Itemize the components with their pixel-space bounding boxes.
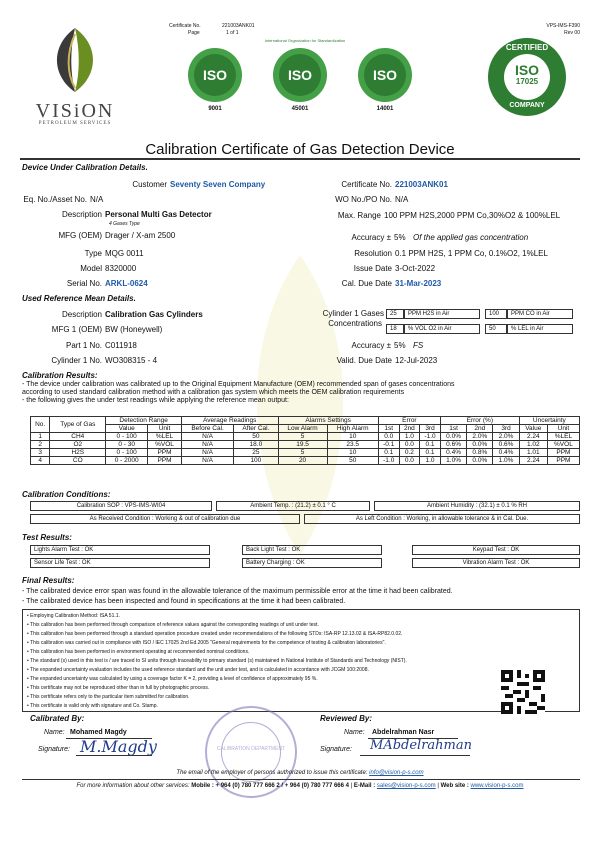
tests-heading: Test Results: — [22, 533, 72, 542]
footer-services-text: For more information about other services: — [76, 783, 190, 789]
table-cell: 50 — [234, 433, 278, 441]
calibrated-by-heading: Calibrated By: — [30, 714, 85, 723]
ref-accuracy-label: Accuracy ± — [351, 341, 391, 350]
table-cell: 0.1 — [420, 449, 441, 457]
cal-name-value: Mohamed Magdy — [70, 729, 127, 736]
th-range: Detection Range — [106, 417, 182, 425]
table-cell: 0.6% — [493, 441, 519, 449]
conc-2-value: 100 — [485, 309, 507, 319]
rev-signature-label: Signature: — [320, 746, 352, 753]
table-cell: N/A — [181, 433, 233, 441]
table-cell: 0 - 2000 — [106, 457, 148, 465]
table-cell: PPM — [547, 449, 579, 457]
due-date-label: Cal. Due Date — [341, 279, 392, 288]
table-cell: 0.4% — [440, 449, 466, 457]
logo-subtitle: PETROLEUM SERVICES — [38, 121, 112, 126]
th-alarm: Alarms Settings — [278, 417, 378, 425]
table-cell: 100 — [234, 457, 278, 465]
note-item: • This calibration has been performed through a standard operation procedure created under recommendations of the following STDs: ISA-RP 12.13.02 & ISA-RP82.0.02. — [27, 631, 403, 637]
ref-desc-value: Calibration Gas Cylinders — [105, 310, 203, 319]
note-item: • The expanded uncertainty was calculated by using a coverage factor K = 2, providing a level of confidence of approximately 95 %. — [27, 676, 318, 682]
table-cell: 0.1 — [420, 441, 441, 449]
final-line-1: - The calibrated device error span was found in the allowable tolerance of the maximum permissible error at the time it had been calibrated. — [22, 588, 453, 595]
cal-signature: M.Magdy — [80, 737, 157, 756]
results-table — [30, 416, 580, 465]
note-item: • The expanded uncertainty evaluation includes the used reference standard and the unit under test, and is calculated in accordance with JCGM 100:2008. — [27, 667, 369, 673]
duc-accuracy-value: 5% — [394, 233, 406, 242]
model-label: Model — [80, 264, 102, 273]
customer-value: Seventy Seven Company — [170, 180, 266, 189]
desc-label: Description — [61, 210, 102, 219]
results-text-2: according to used standard calibration method with a calibration gas system which meets the OEM calibration requirements — [22, 389, 405, 396]
iso-14001-badge: ISO — [358, 48, 412, 102]
th-unc-value: Value — [519, 425, 547, 433]
table-row — [31, 457, 580, 465]
th-high: High Alarm — [327, 425, 378, 433]
th-no: No. — [31, 417, 50, 433]
th-1st-pct: 1st — [440, 425, 466, 433]
th-before: Before Cal. — [181, 425, 233, 433]
table-cell: CO — [50, 457, 106, 465]
type-label: Type — [84, 249, 102, 258]
th-2nd: 2nd — [399, 425, 419, 433]
table-row — [31, 433, 580, 441]
th-after: After Cal. — [234, 425, 278, 433]
cond-received: As Received Condition : Working & out of calibration due — [30, 514, 300, 524]
table-cell: %LEL — [148, 433, 182, 441]
table-cell: N/A — [181, 457, 233, 465]
table-cell: CH4 — [50, 433, 106, 441]
conc-label-2: Concentrations — [328, 319, 382, 328]
table-cell: 1 — [31, 433, 50, 441]
table-cell: %VOL — [547, 441, 579, 449]
table-cell: 1.0% — [493, 457, 519, 465]
results-text-3: - the following gives the under test readings while applying the reference mean output: — [22, 397, 289, 404]
footer-website-link[interactable]: www.vision-p-s.com — [470, 783, 524, 789]
certified-top-text: CERTIFIED — [505, 43, 549, 52]
logo — [20, 24, 130, 126]
th-type: Type of Gas — [50, 417, 106, 433]
footer-web-label: Web site : — [440, 783, 469, 789]
table-cell: 0 - 30 — [106, 441, 148, 449]
conc-2-text: PPM CO in Air — [507, 309, 573, 319]
th-3rd: 3rd — [420, 425, 441, 433]
table-cell: 1.0 — [399, 433, 419, 441]
table-cell: 0.0 — [378, 433, 399, 441]
certified-17025-badge — [488, 38, 566, 116]
due-date-value: 31-Mar-2023 — [395, 279, 442, 288]
conc-4-value: 50 — [485, 324, 507, 334]
conc-1-text: PPM H2S in Air — [404, 309, 480, 319]
notes-list — [27, 612, 575, 711]
table-cell: 10 — [327, 433, 378, 441]
table-cell: 0.0 — [399, 441, 419, 449]
table-cell: 0.0 — [399, 457, 419, 465]
table-cell: 1.02 — [519, 441, 547, 449]
th-2nd-pct: 2nd — [467, 425, 493, 433]
cond-sop: Calibration SOP : VPS-IMS-WI04 — [30, 501, 212, 511]
table-cell: N/A — [181, 441, 233, 449]
th-1st: 1st — [378, 425, 399, 433]
cal-name-label: Name: — [44, 729, 65, 736]
table-cell: -1.0 — [378, 457, 399, 465]
table-cell: 18.0 — [234, 441, 278, 449]
cond-temp: Ambient Temp. : (21.2) ± 0.1 ° C — [216, 501, 370, 511]
note-item: • This calibration was carried out in compliance with ISO / IEC 17025 2nd Ed.2005 "General requirements for the competence of testing & calibration laboratories". — [27, 640, 386, 646]
logo-name: VISiON — [35, 100, 115, 122]
certified-num-text: 17025 — [515, 77, 539, 86]
table-cell: O2 — [50, 441, 106, 449]
table-cell: 3 — [31, 449, 50, 457]
table-cell: 2.24 — [519, 433, 547, 441]
table-cell: 4 — [31, 457, 50, 465]
ref-cyl-value: WO308315 - 4 — [105, 356, 158, 365]
table-cell: 0.2 — [399, 449, 419, 457]
issue-date-value: 3-Oct-2022 — [395, 264, 436, 273]
qr-code-icon — [501, 670, 545, 714]
ref-mfg-value: BW (Honeywell) — [105, 325, 163, 334]
table-cell: H2S — [50, 449, 106, 457]
header-cert-label: Certificate No. — [169, 23, 201, 29]
table-cell: 25 — [234, 449, 278, 457]
iso-9001-badge: ISO — [188, 48, 242, 102]
certified-bottom-text: COMPANY — [509, 102, 545, 109]
final-line-2: - The calibrated device has been inspected and found in specifications at the time it had been calibrated. — [22, 598, 346, 605]
mfg-value: Drager / X-am 2500 — [105, 231, 176, 240]
note-item: • Employing Calibration Method: ISA 51.1. — [27, 613, 120, 619]
range-value: 100 PPM H2S,2000 PPM Co,30%O2 & 100%LEL — [384, 211, 561, 220]
table-cell: 0.4% — [493, 449, 519, 457]
table-cell: PPM — [148, 457, 182, 465]
reviewed-by-heading: Reviewed By: — [320, 714, 373, 723]
certno-value: 221003ANK01 — [395, 180, 448, 189]
header-cert-value: 221003ANK01 — [222, 23, 255, 29]
table-cell: 5 — [278, 433, 327, 441]
th-unc-unit: Unit — [547, 425, 579, 433]
th-error-pct: Error (%) — [440, 417, 519, 425]
ref-desc-label: Description — [61, 310, 102, 319]
duc-accuracy-label: Accuracy ± — [351, 233, 391, 242]
footer-mobile: Mobile : + 964 (0) 780 777 666 2 / + 964 (0) 780 777 666 4 — [191, 783, 349, 789]
ref-part-value: C011918 — [105, 341, 137, 350]
table-cell: 2.0% — [493, 433, 519, 441]
cond-left: As Left Condition : Working, in allowable tolerance & in Cal. Due. — [304, 514, 580, 524]
table-cell: 0.0% — [467, 457, 493, 465]
desc-subtext: 4 Gases Type — [109, 221, 140, 227]
table-cell: 2 — [31, 441, 50, 449]
test-backlight: Back Light Test : OK — [242, 545, 382, 555]
table-cell: PPM — [148, 449, 182, 457]
duc-heading: Device Under Calibration Details. — [22, 163, 148, 172]
note-item: • This calibration has been performed in environment operating at recommended nominal conditions. — [27, 649, 250, 655]
footer-line-1 — [0, 770, 600, 777]
conc-4-text: % LEL in Air — [507, 324, 573, 334]
th-error: Error — [378, 417, 440, 425]
table-cell: 1.0% — [440, 457, 466, 465]
stamp-text: CALIBRATION DEPARTMENT — [216, 746, 286, 752]
note-item: • This calibration has been performed through comparison of reference values against the corresponding readings of unit under test. — [27, 622, 319, 628]
type-value: MQG 0011 — [105, 249, 144, 258]
footer-authorized-text: The email of the employer of persons authorized to issue this certificate: — [176, 770, 368, 776]
table-cell: 0 - 100 — [106, 433, 148, 441]
table-cell: 0 - 100 — [106, 449, 148, 457]
iso-9001-number: 9001 — [208, 106, 222, 112]
final-heading: Final Results: — [22, 576, 75, 585]
iso-45001-badge: ISO — [273, 48, 327, 102]
conc-3-value: 18 — [386, 324, 404, 334]
table-cell: 0.0% — [440, 433, 466, 441]
note-item: • This certificate refers only to the particular item submitted for calibration. — [27, 694, 190, 700]
note-item: • The standard (s) used in this test is / are traced to SI units through traceability to primary standard (s) maintained in National Institute of Standards and Technology (NIST). — [27, 658, 407, 664]
footer-sales-email-link[interactable]: sales@vision-p-s.com — [376, 783, 436, 789]
table-cell: 50 — [327, 457, 378, 465]
th-low: Low Alarm — [278, 425, 327, 433]
conditions-heading: Calibration Conditions: — [22, 490, 111, 499]
table-cell: 2.24 — [519, 457, 547, 465]
table-cell: %VOL — [148, 441, 182, 449]
test-sensor: Sensor Life Test : OK — [30, 558, 210, 568]
table-cell: 5 — [278, 449, 327, 457]
range-label: Max. Range — [337, 211, 381, 220]
table-cell: PPM — [547, 457, 579, 465]
header-page-label: Page — [188, 30, 200, 36]
test-lights: Lights Alarm Test : OK — [30, 545, 210, 555]
wo-value: N/A — [395, 195, 409, 204]
table-cell: 0.6% — [440, 441, 466, 449]
table-cell: 2.0% — [467, 433, 493, 441]
form-code: VPS-IMS-F390 — [546, 23, 580, 29]
model-value: 8320000 — [105, 264, 137, 273]
ref-accuracy-note: FS — [413, 341, 424, 350]
table-cell: 19.5 — [278, 441, 327, 449]
table-cell: 20 — [278, 457, 327, 465]
table-row — [31, 441, 580, 449]
table-cell: 0.1 — [378, 449, 399, 457]
table-cell: 0.8% — [467, 449, 493, 457]
results-heading: Calibration Results: — [22, 371, 98, 380]
table-cell: %LEL — [547, 433, 579, 441]
resolution-value: 0.1 PPM H2S, 1 PPM Co, 0.1%O2, 1%LEL — [395, 249, 548, 258]
cal-signature-label: Signature: — [38, 746, 70, 753]
eq-label: Eq. No./Asset No. — [23, 195, 87, 204]
vision-leaf-icon — [20, 24, 130, 96]
desc-value: Personal Multi Gas Detector — [105, 210, 212, 219]
test-keypad: Keypad Test : OK — [412, 545, 580, 555]
page-title: Calibration Certificate of Gas Detection Device — [145, 141, 455, 158]
header-page-value: 1 of 1 — [226, 30, 239, 36]
table-cell: -1.0 — [420, 433, 441, 441]
table-cell: -0.1 — [378, 441, 399, 449]
serial-label: Serial No. — [66, 279, 102, 288]
table-row — [31, 449, 580, 457]
table-cell: N/A — [181, 449, 233, 457]
iso-45001-number: 45001 — [291, 106, 309, 112]
notes-box — [22, 609, 580, 712]
ref-heading: Used Reference Mean Details. — [22, 294, 136, 303]
valid-date-value: 12-Jul-2023 — [395, 356, 438, 365]
footer-info-email-link[interactable]: info@vision-p-s.com — [369, 770, 424, 776]
iso-ring-text: International Organization for Standardization — [264, 38, 346, 43]
conc-1-value: 25 — [386, 309, 404, 319]
certno-label: Certificate No. — [341, 180, 392, 189]
footer-line-2: For more information about other services: Mobile : + 964 (0) 780 777 666 2 / + 964 (0) 780 777 666 4 | E-Mail : sales@vision-p-s.com | Web site : www.vision-p-s.com — [76, 783, 524, 789]
mfg-label: MFG (OEM) — [58, 231, 102, 240]
table-cell: 1.01 — [519, 449, 547, 457]
ref-accuracy-value: 5% — [394, 341, 406, 350]
th-value: Value — [106, 425, 148, 433]
test-vibration: Vibration Alarm Test : OK — [412, 558, 580, 568]
eq-value: N/A — [90, 195, 104, 204]
serial-value: ARKL-0624 — [105, 279, 148, 288]
th-uncertainty: Uncertainty — [519, 417, 579, 425]
issue-date-label: Issue Date — [353, 264, 392, 273]
certified-iso-text: ISO — [514, 62, 540, 78]
resolution-label: Resolution — [354, 249, 392, 258]
ref-part-label: Part 1 No. — [65, 341, 102, 350]
iso-14001-number: 14001 — [376, 106, 394, 112]
conc-label-1: Cylinder 1 Gases — [322, 309, 384, 318]
cond-humidity: Ambient Humidity : (32.1) ± 0.1 % RH — [374, 501, 580, 511]
th-avg: Average Readings — [181, 417, 278, 425]
table-cell: 0.0% — [467, 441, 493, 449]
customer-label: Customer — [132, 180, 167, 189]
certified-inner-circle — [504, 54, 550, 100]
ref-mfg-label: MFG 1 (OEM) — [51, 325, 102, 334]
form-rev: Rev 00 — [564, 30, 580, 36]
rev-name-label: Name: — [344, 729, 365, 736]
wo-label: WO No./PO No. — [335, 195, 392, 204]
rev-signature: MAbdelrahman — [370, 738, 472, 753]
th-unit: Unit — [148, 425, 182, 433]
table-cell: 23.5 — [327, 441, 378, 449]
conc-3-text: % VOL O2 in Air — [404, 324, 480, 334]
valid-date-label: Valid. Due Date — [336, 356, 392, 365]
note-item: • This certificate is valid only with signature and Co. Stamp. — [27, 703, 158, 709]
table-cell: 10 — [327, 449, 378, 457]
footer-email-label: E-Mail : — [353, 783, 376, 789]
note-item: • This certificate may not be reproduced other than in full by photographic process. — [27, 685, 210, 691]
ref-cyl-label: Cylinder 1 No. — [51, 356, 102, 365]
results-text-1: - The device under calibration was calibrated up to the Original Equipment Manufacture (OEM) recommended span of gases concentrations — [22, 381, 455, 388]
test-battery: Battery Charging : OK — [242, 558, 382, 568]
table-cell: 1.0 — [420, 457, 441, 465]
duc-accuracy-note: Of the applied gas concentration — [413, 233, 529, 242]
rev-name-value: Abdelrahman Nasr — [372, 729, 435, 736]
th-3rd-pct: 3rd — [493, 425, 519, 433]
